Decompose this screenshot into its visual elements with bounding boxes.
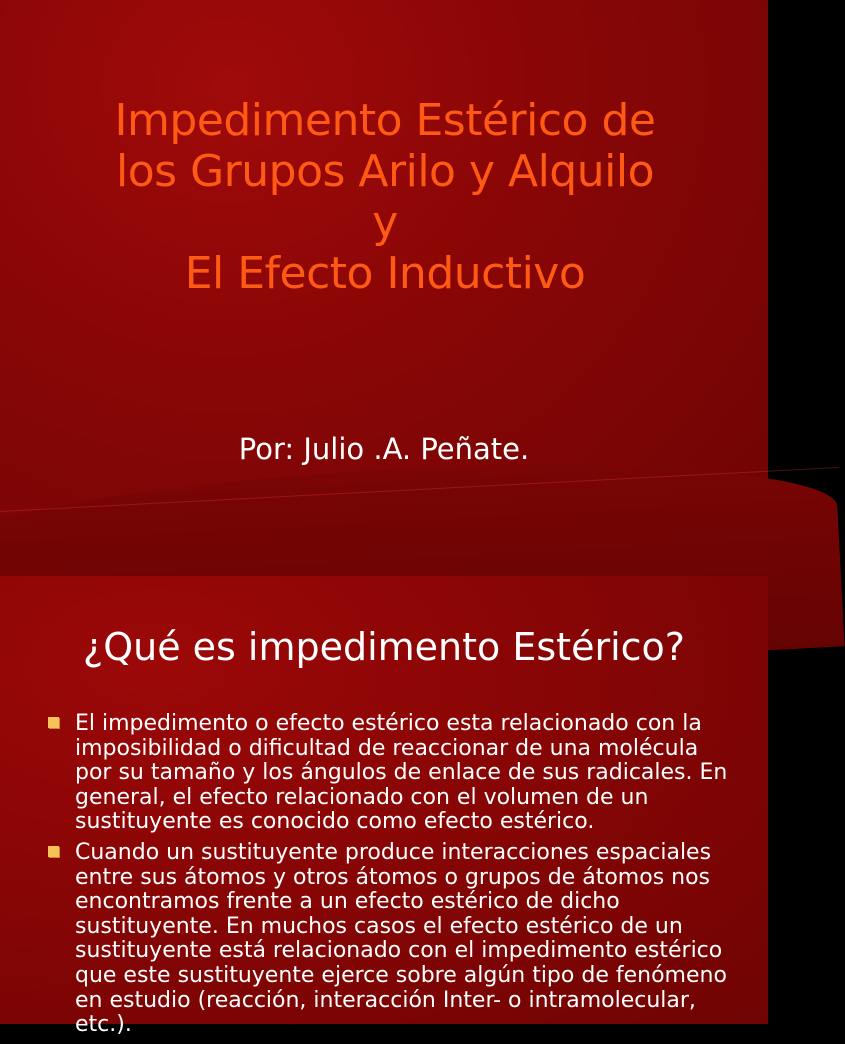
bullet-text: Cuando un sustituyente produce interacciones espaciales entre sus átomos y otros átomos o grupos de átomos nos encontramos frente a un efecto estérico de dicho sustituyente. En muchos casos el efecto estérico de un sustituyente está relacionado con el impedimento estérico que este sustituyente ejerce sobre algún tipo de fenómeno en estudio (reacción, interacción Inter- o intramolecular, etc.). bbox=[75, 839, 727, 1038]
bullet-list bbox=[48, 712, 738, 1044]
title-line: El Efecto Inductivo bbox=[184, 248, 586, 299]
square-bullet-icon bbox=[48, 846, 59, 857]
list-item bbox=[48, 841, 738, 1038]
bullet-text: El impedimento o efecto estérico esta relacionado con la imposibilidad o dificultad de reaccionar de una molécula por su tamaño y los ángulos de enlace de sus radicales. En general, el efecto relacionado con el volumen de un sustituyente es conocido como efecto estérico. bbox=[75, 711, 728, 835]
title-line: y bbox=[372, 197, 398, 248]
slide-heading: ¿Qué es impedimento Estérico? bbox=[83, 625, 685, 669]
title-line: Impedimento Estérico de bbox=[114, 95, 656, 146]
slide-title bbox=[40, 95, 730, 299]
square-bullet-icon bbox=[48, 717, 59, 728]
list-item bbox=[48, 712, 738, 835]
title-line: los Grupos Arilo y Alquilo bbox=[116, 146, 654, 197]
author-line: Por: Julio .A. Peñate. bbox=[238, 432, 530, 466]
